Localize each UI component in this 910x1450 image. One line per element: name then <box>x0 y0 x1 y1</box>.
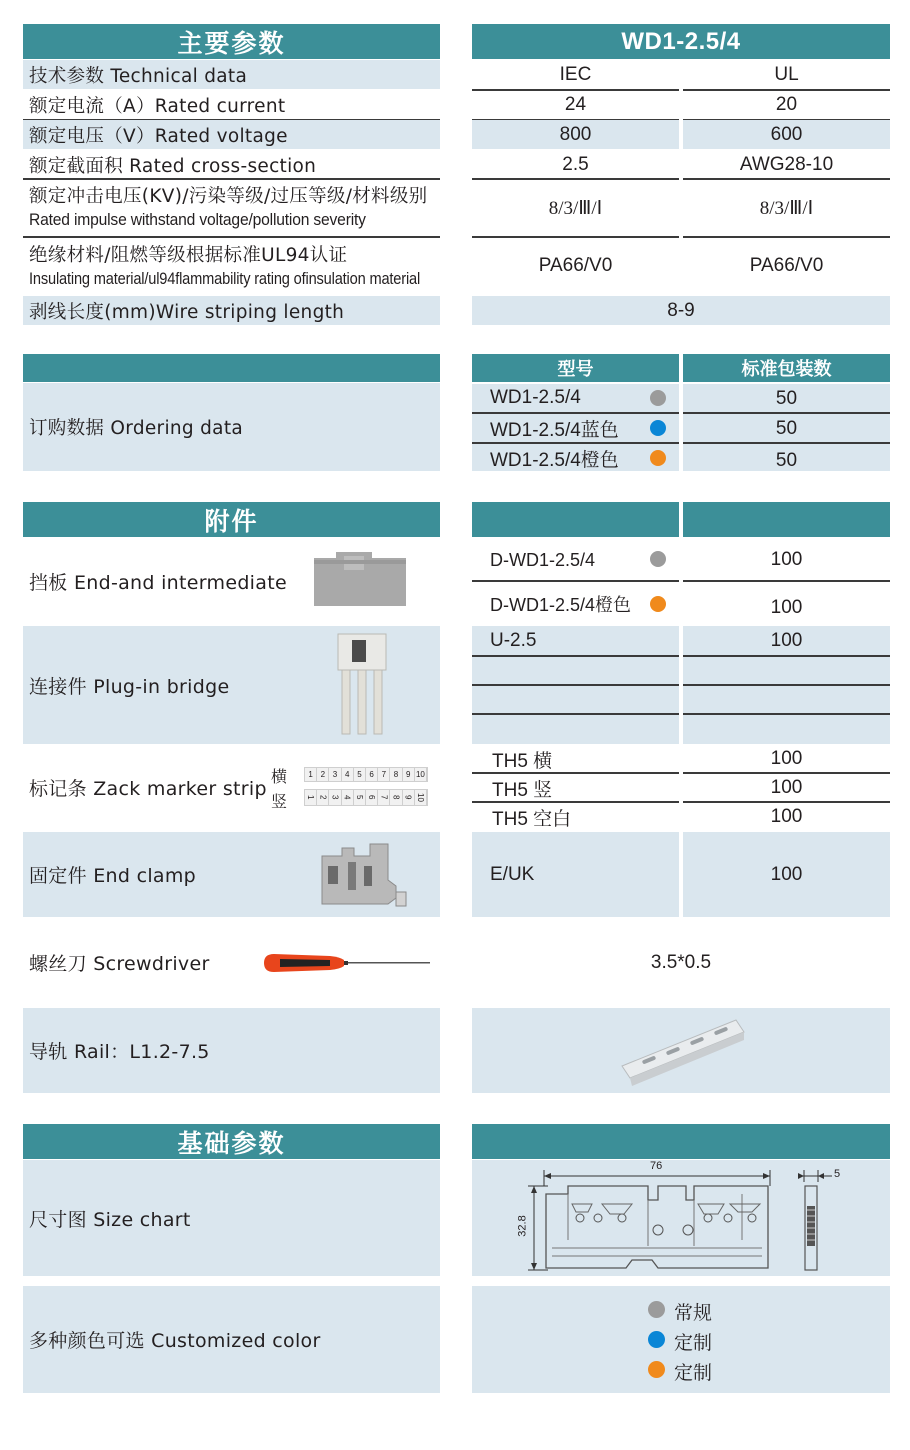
order-model: WD1-2.5/4橙色 <box>490 449 619 471</box>
screwdriver-value: 3.5*0.5 <box>650 951 712 973</box>
col-pack-header: 标准包装数 <box>683 354 890 382</box>
tech-label: 额定电压（V）Rated voltage <box>29 125 288 147</box>
marker-number: 8 <box>390 768 402 781</box>
strip-length-value: 8-9 <box>667 299 695 321</box>
marker-number: 10 <box>415 768 427 781</box>
color-option-standard: 常规 <box>674 1302 713 1324</box>
marker-number: 9 <box>403 790 415 805</box>
order-model: WD1-2.5/4蓝色 <box>490 419 619 441</box>
accessory-qty: 100 <box>770 549 803 570</box>
label-cn: 绝缘材料/阻燃等级根据标准UL94认证 <box>29 245 348 266</box>
tech-label: 额定电流（A）Rated current <box>29 95 286 117</box>
marker-number: 6 <box>366 768 378 781</box>
marker-strip-vertical <box>304 789 428 806</box>
blue-color-dot <box>650 420 666 436</box>
blue-color-dot <box>648 1331 665 1348</box>
divider <box>472 713 679 715</box>
order-model: WD1-2.5/4 <box>490 387 581 408</box>
marker-number: 2 <box>317 768 329 781</box>
tech-label: 额定截面积 Rated cross-section <box>29 155 317 177</box>
basic-header-right <box>472 1124 890 1159</box>
divider <box>472 684 679 686</box>
marker-number: 4 <box>342 790 354 805</box>
rail-label: 导轨 Rail：L1.2-7.5 <box>29 1041 210 1063</box>
iec-value: 24 <box>564 93 587 115</box>
accessory-model: D-WD1-2.5/4 <box>490 549 596 570</box>
divider <box>683 713 890 715</box>
tech-label: 技术参数 Technical data <box>29 65 248 87</box>
gray-color-dot <box>650 551 666 567</box>
accessories-header: 附件 <box>23 502 440 537</box>
label-en: Insulating material/ul94flammability rating ofinsulation material <box>29 269 421 288</box>
accessory-qty: 100 <box>770 597 803 618</box>
gray-color-dot <box>648 1301 665 1318</box>
end-clamp-label: 固定件 End clamp <box>29 865 197 887</box>
marker-number: 10 <box>415 790 427 805</box>
divider <box>472 178 679 180</box>
marker-number: 7 <box>378 768 390 781</box>
marker-number: 8 <box>390 790 402 805</box>
marker-number: 7 <box>378 790 390 805</box>
divider <box>683 236 890 238</box>
end-clamp-image <box>318 840 410 910</box>
accessory-qty: 100 <box>770 748 803 769</box>
accessory-model: U-2.5 <box>490 630 537 651</box>
custom-color-label: 多种颜色可选 Customized color <box>29 1330 321 1352</box>
accessory-qty: 100 <box>770 863 803 885</box>
marker-number: 3 <box>329 768 341 781</box>
size-drawing <box>472 1160 890 1276</box>
iec-value: 8/3/Ⅲ/Ⅰ <box>548 197 603 219</box>
dim-width-label: 76 <box>650 1160 663 1172</box>
basic-params-header: 基础参数 <box>23 1124 440 1159</box>
screwdriver-label: 螺丝刀 Screwdriver <box>29 953 210 975</box>
strip-length-label: 剥线长度(mm)Wire striping length <box>29 301 345 323</box>
accessories-header-right <box>683 502 890 537</box>
end-plate-label: 挡板 End-and intermediate <box>29 571 287 594</box>
main-params-header: 主要参数 <box>23 24 440 59</box>
tech-label-2line <box>23 182 440 234</box>
ordering-label: 订购数据 Ordering data <box>29 418 244 439</box>
end-plate-image <box>310 550 410 610</box>
dim-thickness-label: 5 <box>834 1168 841 1180</box>
ul-value: UL <box>774 63 799 85</box>
marker-number: 9 <box>403 768 415 781</box>
divider <box>683 178 890 180</box>
size-chart-diagram <box>472 1160 890 1276</box>
orange-color-dot <box>648 1361 665 1378</box>
orange-color-dot <box>650 450 666 466</box>
screwdriver-image <box>260 948 432 978</box>
marker-number: 6 <box>366 790 378 805</box>
divider <box>683 684 890 686</box>
marker-number: 4 <box>342 768 354 781</box>
accessory-model: D-WD1-2.5/4橙色 <box>490 595 632 615</box>
divider <box>683 580 890 582</box>
divider <box>23 236 440 238</box>
color-option-custom: 定制 <box>674 1362 713 1384</box>
marker-number: 2 <box>317 790 329 805</box>
marker-vertical-label: 竖 <box>271 792 288 811</box>
iec-value: PA66/V0 <box>538 255 613 276</box>
model-header: WD1-2.5/4 <box>472 24 890 59</box>
ordering-header-left <box>23 354 440 382</box>
marker-number: 3 <box>329 790 341 805</box>
marker-number: 5 <box>354 768 366 781</box>
marker-horizontal-label: 横 <box>271 767 288 786</box>
marker-strip-horizontal <box>304 767 428 782</box>
orange-color-dot <box>650 596 666 612</box>
accessory-model: TH5 竖 <box>492 779 553 801</box>
marker-strip-label: 标记条 Zack marker strip <box>29 777 267 800</box>
label-cn: 额定冲击电压(KV)/污染等级/过压等级/材料级别 <box>29 186 428 207</box>
accessory-qty: 100 <box>770 806 803 827</box>
order-pack: 50 <box>775 418 798 439</box>
ul-value: AWG28-10 <box>739 153 834 175</box>
iec-value: 800 <box>559 123 592 145</box>
accessory-qty: 100 <box>770 777 803 798</box>
accessory-model: TH5 空白 <box>492 808 572 830</box>
ul-value: 8/3/Ⅲ/Ⅰ <box>759 197 814 219</box>
ul-value: PA66/V0 <box>749 255 824 276</box>
din-rail-image <box>618 1014 748 1090</box>
plug-in-bridge-label: 连接件 Plug-in bridge <box>29 675 230 698</box>
divider <box>472 236 679 238</box>
accessory-qty: 100 <box>770 630 803 651</box>
divider <box>23 178 440 180</box>
label-en: Rated impulse withstand voltage/pollution severity <box>29 210 366 229</box>
iec-value: IEC <box>559 63 592 85</box>
size-chart-label: 尺寸图 Size chart <box>29 1208 191 1231</box>
gray-color-dot <box>650 390 666 406</box>
marker-number: 5 <box>354 790 366 805</box>
order-pack: 50 <box>775 388 798 409</box>
color-option-custom: 定制 <box>674 1332 713 1354</box>
divider <box>683 655 890 657</box>
marker-number: 1 <box>305 790 317 805</box>
order-pack: 50 <box>775 450 798 471</box>
accessory-model: TH5 横 <box>492 750 553 772</box>
dim-height-label: 32.8 <box>516 1215 529 1237</box>
accessories-header-right <box>472 502 679 537</box>
marker-number: 1 <box>305 768 317 781</box>
divider <box>472 655 679 657</box>
accessory-model: E/UK <box>490 863 535 885</box>
ul-value: 600 <box>770 123 803 145</box>
plug-in-bridge-image <box>332 632 392 738</box>
ul-value: 20 <box>775 93 798 115</box>
divider <box>472 580 679 582</box>
col-model-header: 型号 <box>472 354 679 382</box>
iec-value: 2.5 <box>562 153 589 175</box>
tech-label-2line <box>23 242 440 292</box>
